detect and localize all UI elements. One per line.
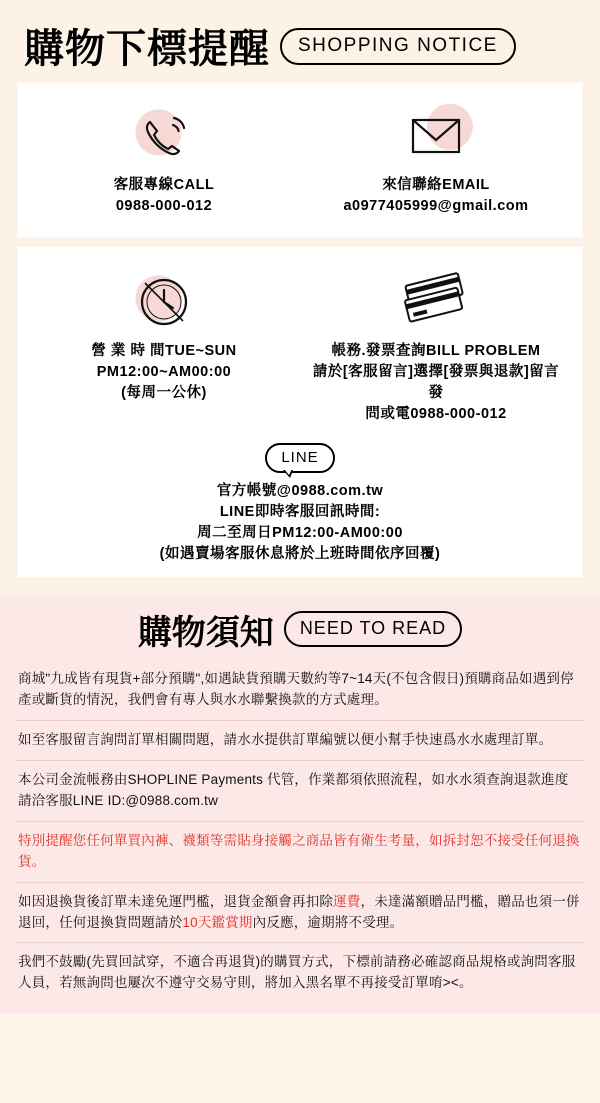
credit-card-icon: [306, 269, 566, 335]
note-item: [16, 721, 584, 761]
hours-label: 營 業 時 間TUE~SUN: [91, 343, 237, 360]
note-item: [16, 660, 584, 721]
call-value: 0988-000-012: [115, 198, 213, 215]
read-title-row: [0, 611, 600, 653]
notice-title-row: [18, 28, 582, 69]
bill-problem: [300, 265, 572, 429]
call-label: 客服專線CALL: [113, 177, 215, 193]
business-hours: [28, 265, 300, 429]
note-item: [16, 943, 584, 1003]
notes-list: [0, 660, 600, 1003]
contact-card: [18, 83, 582, 237]
note-text: 10天鑑賞期: [182, 914, 253, 930]
line-reply-note: (如遇賣場客服休息將於上班時間依序回覆): [159, 546, 441, 563]
page-title: 購物下標提醒: [24, 27, 270, 71]
line-reply-title: LINE即時客服回訊時間:: [219, 504, 381, 521]
info-card: [18, 247, 582, 577]
line-info-block: [28, 443, 572, 565]
note-text: 本公司金流帳務由SHOPLINE Payments 代管，作業都須依照流程，如水水須查詢退款進度請洽客服LINE ID:@0988.com.tw: [18, 771, 569, 808]
note-item: [16, 761, 584, 822]
read-title: 購物須知: [137, 614, 274, 653]
read-title-en: NEED TO READ: [284, 611, 462, 647]
mail-icon: [306, 103, 566, 169]
note-item: [16, 883, 584, 944]
note-text: 我們不鼓勵(先買回試穿，不適合再退貨)的購買方式，下標前請務必確認商品規格或詢問客服人員，若無詢問也屢次不遵守交易守則，將加入黑名單不再接受訂單唷><。: [18, 954, 576, 991]
line-badge: LINE: [265, 443, 334, 473]
note-text: 商城"九成皆有現貨+部分預購",如遇缺貨預購天數約等7~14天(不包含假日)預購商品如遇到停產或斷貨的情況，我們會有專人與水水聯繫換款的方式處理。: [18, 671, 574, 708]
line-reply-hours: 周二至周日PM12:00-AM00:00: [197, 525, 403, 542]
hours-note: (每周一公休): [121, 385, 207, 402]
contact-call: [28, 99, 300, 221]
clock-icon: [34, 269, 294, 335]
bill-line2: 問或電0988-000-012: [365, 406, 507, 423]
bill-line1: 請於[客服留言]選擇[發票與退款]留言發: [312, 364, 560, 402]
contact-email: [300, 99, 572, 221]
note-item: [16, 822, 584, 883]
note-text: 如因退換貨後訂單未達免運門檻，退貨金額會再扣除: [18, 893, 334, 909]
hours-value: PM12:00~AM00:00: [96, 364, 232, 381]
email-label: 來信聯絡EMAIL: [382, 177, 490, 193]
phone-icon: [34, 103, 294, 169]
note-text: 運費: [333, 893, 361, 909]
note-text: 內反應，逾期將不受理。: [252, 914, 404, 930]
page-title-en: SHOPPING NOTICE: [280, 28, 516, 65]
need-to-read-section: [0, 595, 600, 1013]
bill-label: 帳務.發票查詢BILL PROBLEM: [331, 343, 541, 360]
email-value: a0977405999@gmail.com: [343, 198, 529, 215]
line-account: 官方帳號@0988.com.tw: [216, 483, 384, 500]
note-text: 特別提醒您任何單買內褲、襪類等需貼身接觸之商品皆有衛生考量，如拆封恕不接受任何退換貨。: [18, 832, 580, 869]
note-text: ，未達滿額贈品門檻，贈品也須一併退回，任何退換貨問題請於: [18, 893, 580, 930]
note-text: 如至客服留言詢問訂單相關問題，請水水提供訂單編號以便小幫手快速爲水水處理訂單。: [18, 732, 553, 747]
